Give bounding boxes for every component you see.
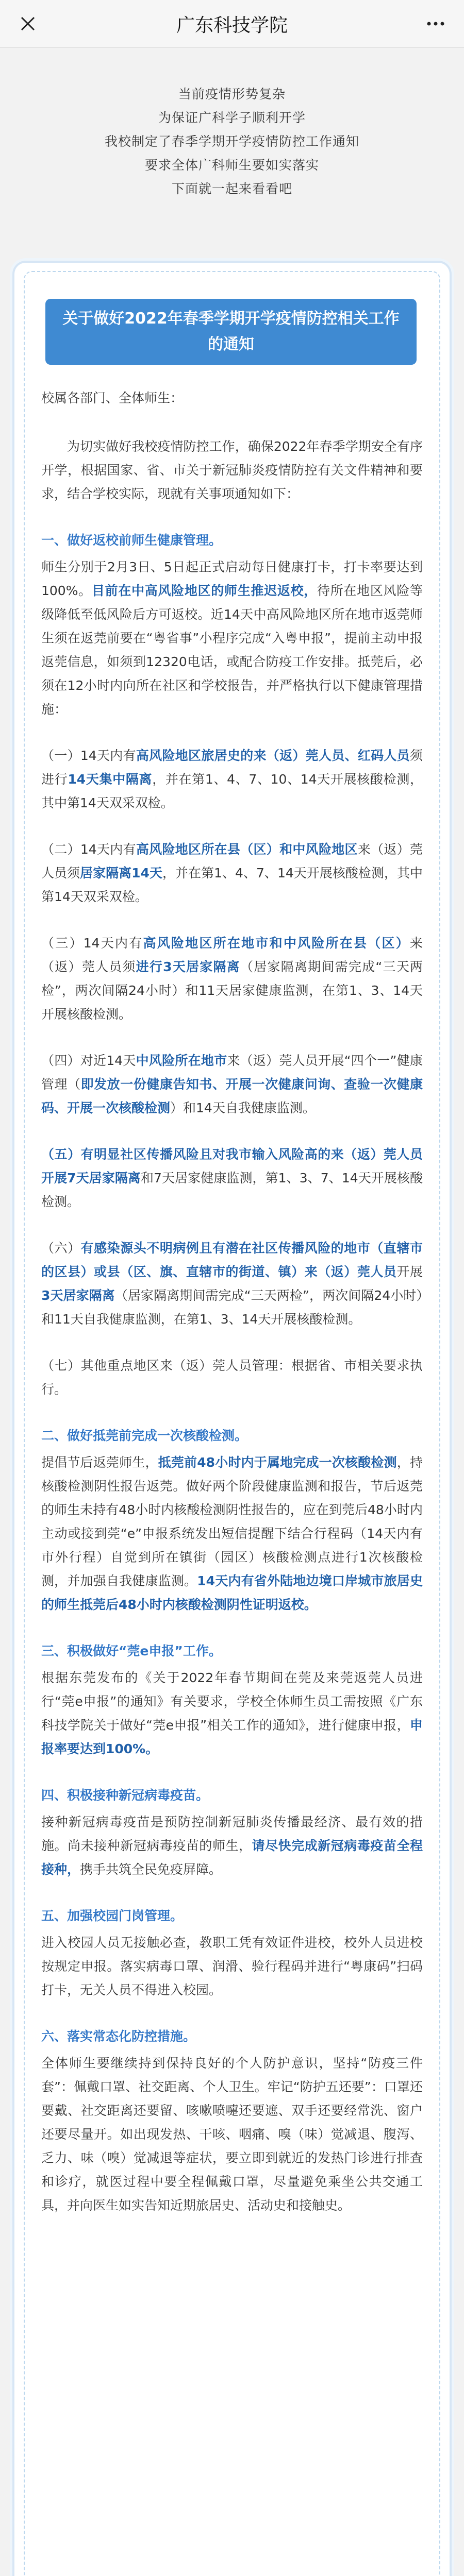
- section-4-paragraph: 接种新冠病毒疫苗是预防控制新冠肺炎传播最经济、最有效的措施。尚未接种新冠病毒疫苗的师生，请尽快完成新冠病毒疫苗全程接种，携手共筑全民免疫屏障。: [41, 1815, 423, 1877]
- section-3-paragraph: 根据东莞发布的《关于2022年春节期间在莞及来莞返莞人员进行“莞e申报”的通知》有关要求，学校全体师生员工需按照《广东科技学院关于做好“莞e申报”相关工作的通知》，进行健康申报，申报率要达到100%。: [41, 1670, 423, 1756]
- app-header: [0, 0, 464, 48]
- section-3-title: 三、积极做好“莞e申报”工作。: [41, 1643, 222, 1658]
- preamble: 为切实做好我校疫情防控工作，确保2022年春季学期安全有序开学，根据国家、省、市关于新冠肺炎疫情防控有关文件精神和要求，结合学校实际，现就有关事项通知如下：: [41, 439, 423, 501]
- section-2-title: 二、做好抵莞前完成一次核酸检测。: [41, 1428, 248, 1443]
- section-6-title: 六、落实常态化防控措施。: [41, 2029, 196, 2044]
- notice-body: [41, 386, 423, 2240]
- intro-line: 下面就一起来看看吧: [171, 181, 292, 196]
- section-2-paragraph: 提倡节后返莞师生，抵莞前48小时内于属地完成一次核酸检测，持核酸检测阴性报告返莞。做好两个阶段健康监测和报告，节后返莞的师生未持有48小时内核酸检测阴性报告的，应在到莞后48小时内主动或接到莞“e”申报系统发出短信提醒下结合行程码（14天内有市外行程）自觉到所在镇街（园区）核酸检测点进行1次核酸检测，并加强自我健康监测。14天内有省外陆地边境口岸城市旅居史的师生抵莞后48小时内核酸检测阴性证明返校。: [41, 1455, 423, 1612]
- section-1-item-5: （五）有明显社区传播风险且对我市输入风险高的来（返）莞人员开展7天居家隔离和7天居家健康监测，第1、3、7、14天开展核酸检测。: [41, 1147, 423, 1209]
- section-1-item-6: （六）有感染源头不明病例且有潜在社区传播风险的地市（直辖市的区县）或县（区、旗、直辖市的街道、镇）来（返）莞人员开展3天居家隔离（居家隔离期间需完成“三天两检”，两次间隔24小时）和11天自我健康监测，在第1、3、14天开展核酸检测。: [41, 1241, 423, 1327]
- section-5-title: 五、加强校园门岗管理。: [41, 1908, 184, 1923]
- section-1-title: 一、做好返校前师生健康管理。: [41, 533, 222, 548]
- section-4-title: 四、积极接种新冠病毒疫苗。: [41, 1788, 209, 1803]
- salutation: 校属各部门、全体师生：: [41, 391, 184, 405]
- intro-line: 为保证广科学子顺利开学: [158, 110, 306, 125]
- intro-line: 要求全体广科师生要如实落实: [144, 158, 319, 173]
- section-1-item-2: （二）14天内有高风险地区所在县（区）和中风险地区来（返）莞人员须居家隔离14天，并在第1、4、7、14天开展核酸检测，其中第14天双采双检。: [41, 842, 423, 904]
- intro-line: 我校制定了春季学期开学疫情防控工作通知: [104, 134, 359, 149]
- section-6-paragraph: 全体师生要继续持到保持良好的个人防护意识，坚持“防疫三件套”：佩戴口罩、社交距离、个人卫生。牢记“防护五还要”：口罩还要戴、社交距离还要留、咳嗽喷嚏还要遮、双手还要经常洗、窗户还要尽量开。如出现发热、干咳、咽痛、嗅（味）觉减退、腹泻、乏力、味（嗅）觉减退等症状，要立即到就近的发热门诊进行排查和诊疗，就医过程中要全程佩戴口罩，尽量避免乘坐公共交通工具，并向医生如实告知近期旅居史、活动史和接触史。: [41, 2056, 423, 2213]
- section-1-item-4: （四）对近14天中风险所在地市来（返）莞人员开展“四个一”健康管理（即发放一份健康告知书、开展一次健康问询、查验一次健康码、开展一次核酸检测）和14天自我健康监测。: [41, 1053, 423, 1115]
- section-1-item-7: （七）其他重点地区来（返）莞人员管理：根据省、市相关要求执行。: [41, 1358, 423, 1397]
- section-1-item-3: （三）14天内有高风险地区所在地市和中风险所在县（区）来（返）莞人员须进行3天居家隔离（居家隔离期间需完成“三天两检”，两次间隔24小时）和11天居家健康监测，在第1、3、14天开展核酸检测。: [41, 936, 423, 1022]
- section-1-item-1: （一）14天内有高风险地区旅居史的来（返）莞人员、红码人员须进行14天集中隔离，并在第1、4、7、10、14天开展核酸检测，其中第14天双采双检。: [41, 748, 423, 810]
- section-1-paragraph: 师生分别于2月3日、5日起正式启动每日健康打卡，打卡率要达到100%。目前在中高风险地区的师生推迟返校，待所在地区风险等级降低至低风险后方可返校。近14天中高风险地区所在地市返莞师生须在返莞前要在“粤省事”小程序完成“入粤申报”，提前主动申报返莞信息，如须到12320电话，或配合防疫工作安排。抵莞后，必须在12小时内向所在社区和学校报告，并严格执行以下健康管理措施：: [41, 560, 423, 717]
- intro-text: [0, 82, 464, 201]
- close-icon[interactable]: [18, 13, 38, 34]
- window-title: 广东科技学院: [176, 14, 288, 36]
- intro-line: 当前疫情形势复杂: [178, 87, 286, 101]
- section-5-paragraph: 进入校园人员无接触必查，教职工凭有效证件进校，校外人员进校按规定申报。落实病毒口罩、润滑、验行程码并进行“粤康码”扫码打卡，无关人员不得进入校园。: [41, 1935, 423, 1997]
- notice-card: [14, 263, 450, 2576]
- more-options-icon[interactable]: [423, 13, 449, 34]
- notice-title: 关于做好2022年春季学期开学疫情防控相关工作的通知: [45, 299, 417, 365]
